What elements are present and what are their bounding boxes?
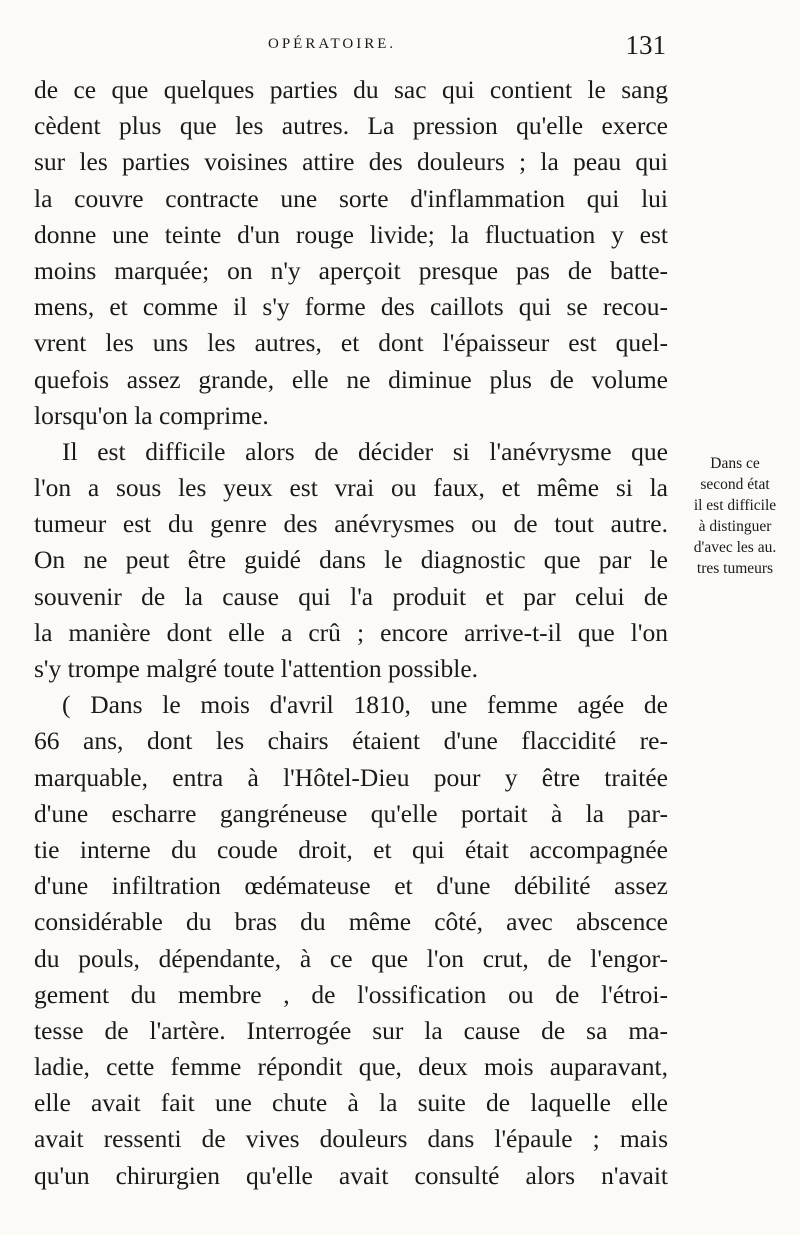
margin-note-line: second état [700, 476, 770, 493]
text-line: de ce que quelques parties du sac qui contient le sang [34, 75, 668, 104]
text-line: qu'un chirurgien qu'elle avait consulté alors n'avait [34, 1160, 668, 1190]
text-line: la manière dont elle a crû ; encore arrive-t-il que l'on [34, 617, 668, 647]
text-line: elle avait fait une chute à la suite de laquelle elle [34, 1088, 668, 1118]
text-line: la couvre contracte une sorte d'inflammation qui lui [34, 183, 668, 213]
text-line: moins marquée; on n'y aperçoit presque pas de batte- [34, 255, 668, 285]
margin-note-line: Dans ce [710, 455, 760, 472]
page-number: 131 [625, 30, 666, 60]
text-line: Il est difficile alors de décider si l'anévrysme que [62, 436, 668, 466]
margin-note-line: tres tumeurs [696, 560, 774, 577]
text-line: mens, et comme il s'y forme des caillots qui se recou- [34, 292, 668, 322]
text-line: 66 ans, dont les chairs étaient d'une flaccidité re- [34, 726, 668, 756]
text-line: tie interne du coude droit, et qui était accompagnée [34, 834, 668, 864]
body-text [34, 72, 668, 1194]
text-line: l'on a sous les yeux est vrai ou faux, et même si la [34, 473, 668, 503]
text-line: marquable, entra à l'Hôtel-Dieu pour y être traitée [34, 762, 668, 792]
text-line: tesse de l'artère. Interrogée sur la cause de sa ma- [34, 1015, 668, 1045]
text-line: donne une teinte d'un rouge livide; la fluctuation y est [34, 219, 668, 249]
text-line: gement du membre , de l'ossification ou de l'étroi- [34, 979, 668, 1009]
text-line: avait ressenti de vives douleurs dans l'épaule ; mais [34, 1124, 668, 1154]
margin-note-line: il est difficile [693, 497, 777, 514]
text-line: vrent les uns les autres, et dont l'épaisseur est quel- [34, 328, 668, 358]
margin-note-line: d'avec les au. [693, 539, 777, 556]
text-line: cèdent plus que les autres. La pression qu'elle exerce [34, 111, 668, 141]
text-line: s'y trompe malgré toute l'attention possible. [34, 654, 479, 683]
text-line: d'une escharre gangréneuse qu'elle portait à la par- [34, 798, 668, 828]
text-line: On ne peut être guidé dans le diagnostic que par le [34, 545, 668, 575]
text-line: du pouls, dépendante, à ce que l'on crut, de l'engor- [34, 943, 668, 973]
text-line: tumeur est du genre des anévrysmes ou de tout autre. [34, 509, 668, 539]
page-header [40, 30, 670, 62]
margin-note-line: à distinguer [698, 518, 772, 535]
running-head: OPÉRATOIRE. [268, 36, 397, 52]
text-line: lorsqu'on la comprime. [34, 400, 269, 430]
text-line: d'une infiltration œdémateuse et d'une débilité assez [34, 871, 668, 901]
text-line: ( Dans le mois d'avril 1810, une femme agée de [62, 690, 668, 720]
text-line: considérable du bras du même côté, avec abscence [34, 907, 668, 937]
text-line: quefois assez grande, elle ne diminue plus de volume [34, 364, 668, 394]
text-line: souvenir de la cause qui l'a produit et par celui de [34, 581, 668, 611]
text-line: sur les parties voisines attire des douleurs ; la peau qui [34, 147, 668, 177]
text-line: ladie, cette femme répondit que, deux mois auparavant, [34, 1052, 668, 1082]
margin-note [676, 453, 794, 579]
